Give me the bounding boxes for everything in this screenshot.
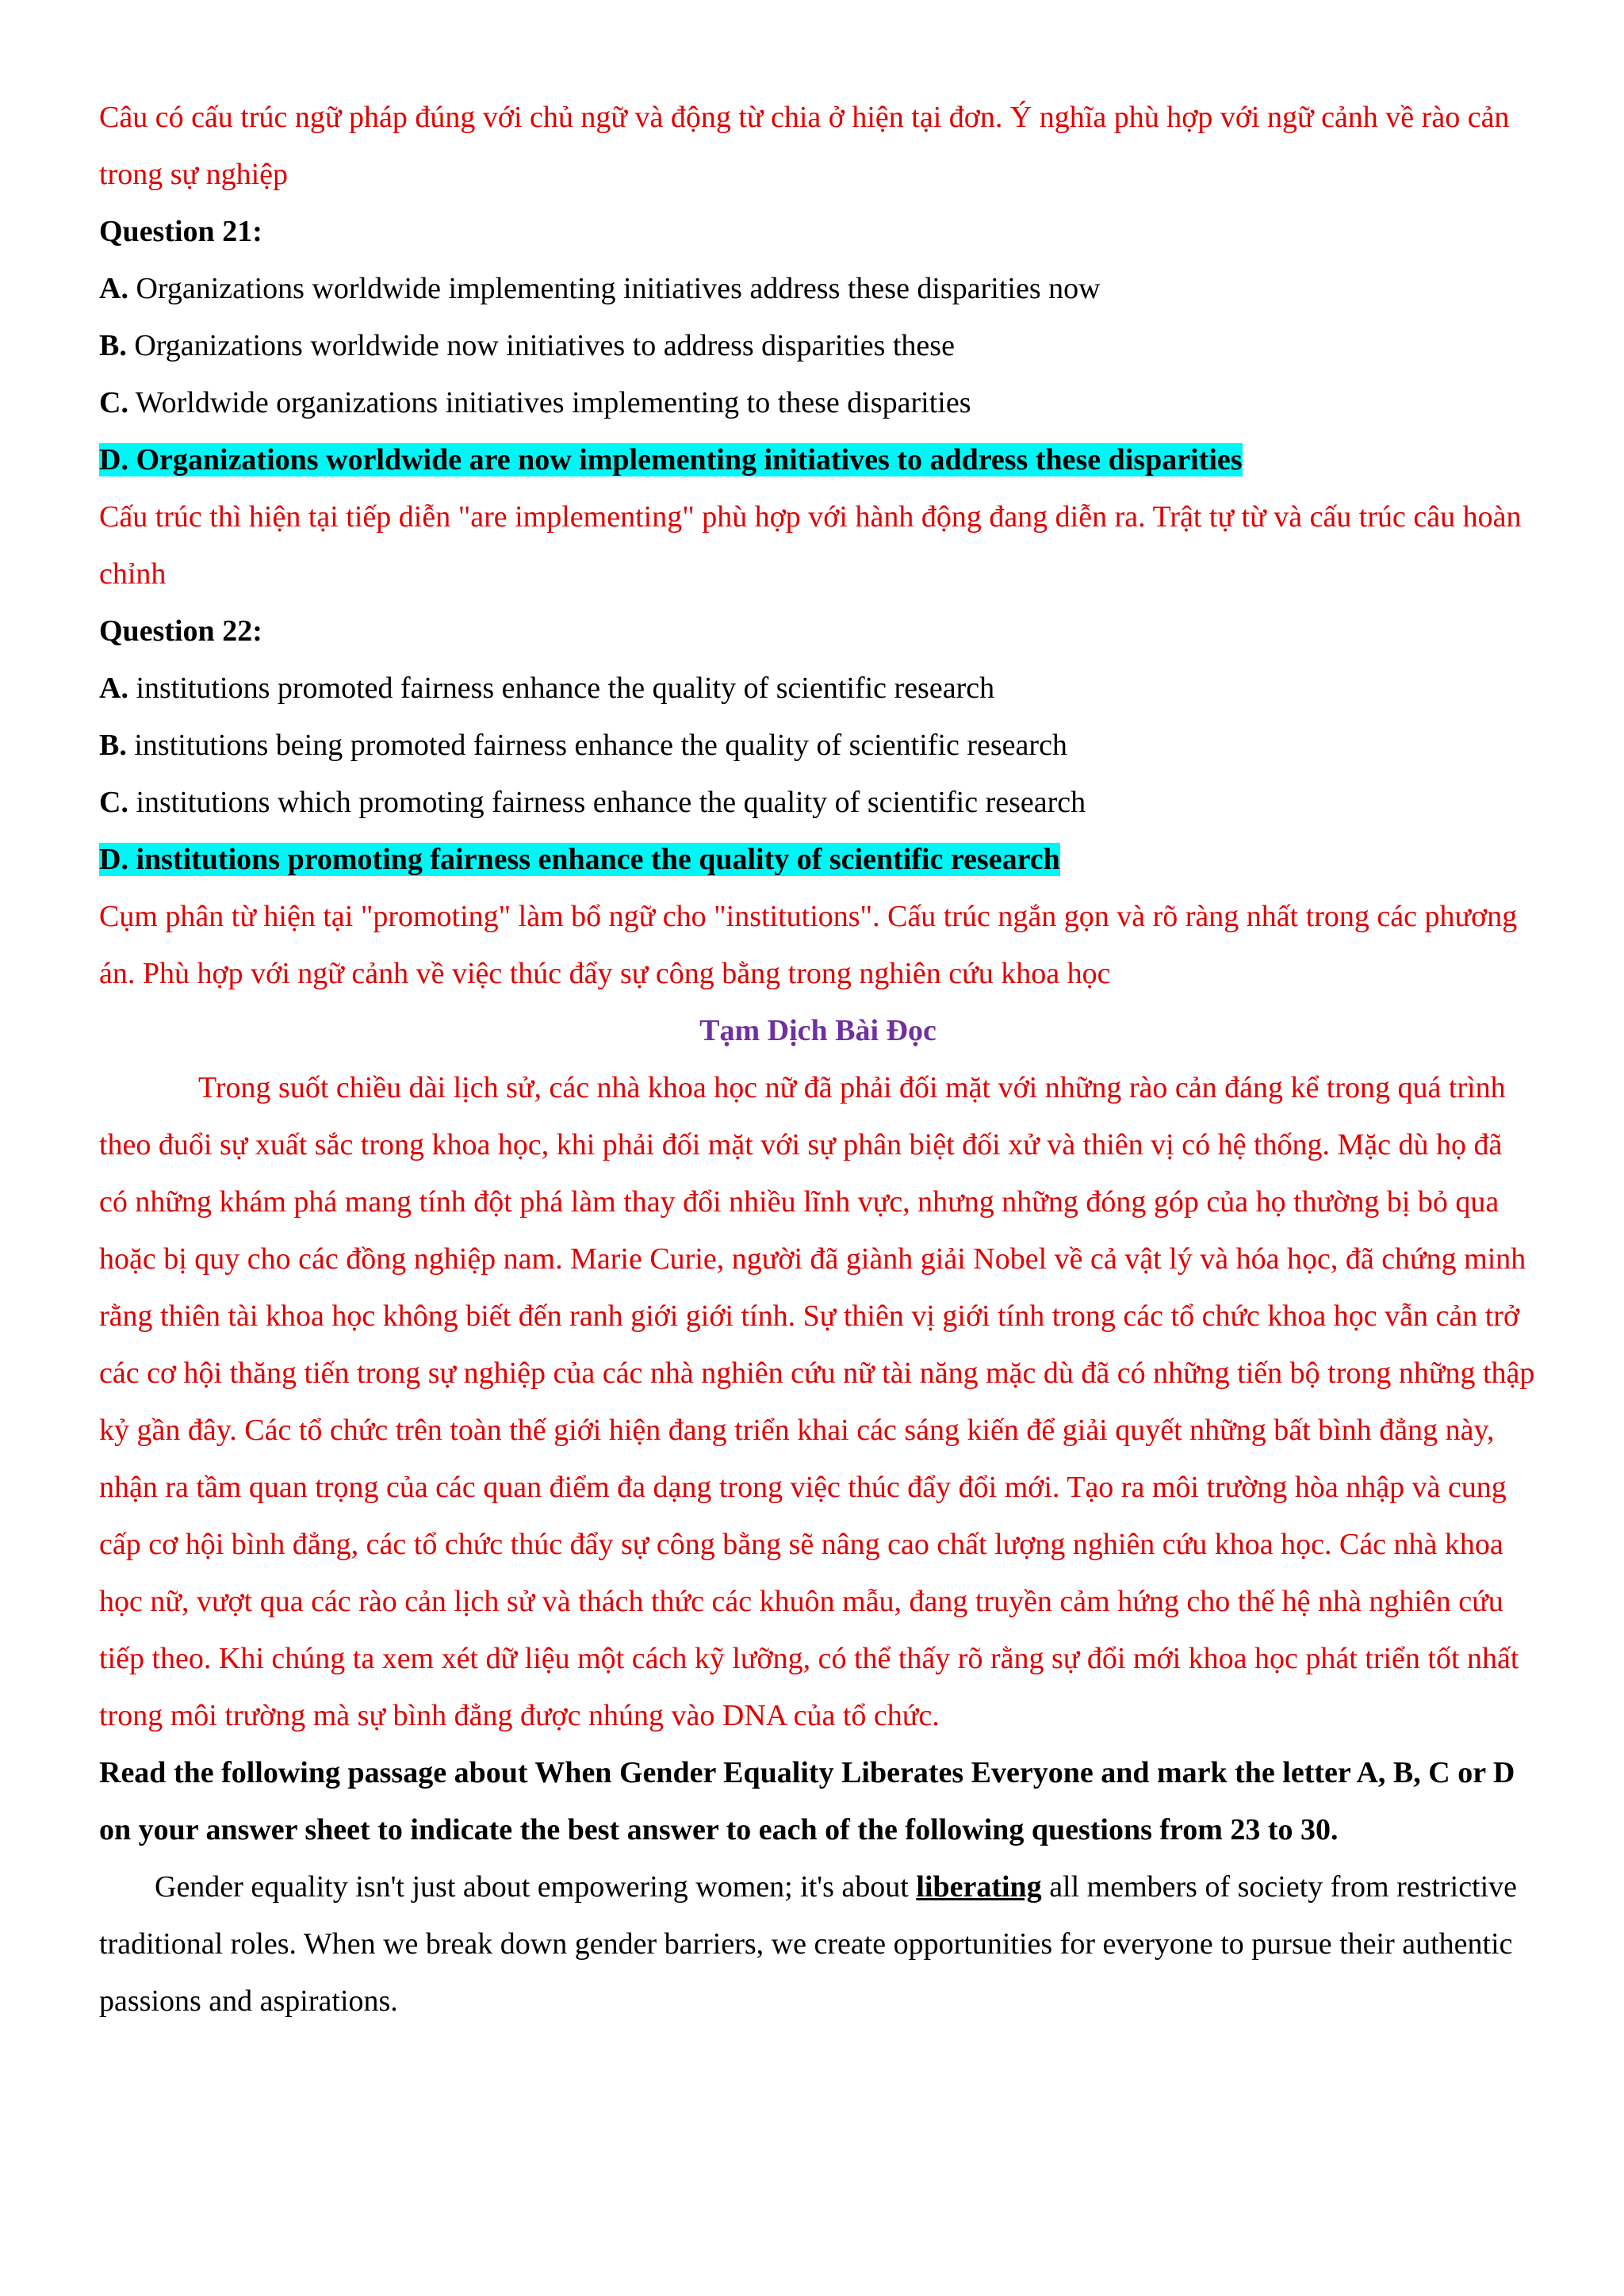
option-text: Worldwide organizations initiatives implementing to these disparities: [135, 386, 971, 419]
highlighted-answer: [99, 843, 1060, 876]
option-text: institutions being promoted fairness enhance the quality of scientific research: [134, 729, 1067, 762]
option-letter: C.: [99, 386, 128, 419]
option-letter: A.: [99, 272, 128, 305]
option-letter: D.: [99, 443, 128, 476]
q21-explanation: Cấu trúc thì hiện tại tiếp diễn "are implementing" phù hợp với hành động đang diễn ra. Trật tự từ và cấu trúc câu hoàn chỉnh: [99, 500, 1522, 591]
option-text: Organizations worldwide now initiatives to address disparities these: [134, 329, 955, 362]
q22-explanation: Cụm phân từ hiện tại "promoting" làm bổ ngữ cho "institutions". Cấu trúc ngắn gọn và rõ ràng nhất trong các phương án. Phù hợp với ngữ cảnh về việc thúc đẩy sự công bằng trong nghiên cứu khoa học: [99, 900, 1518, 990]
q22-heading: Question 22:: [99, 614, 262, 648]
passage-text-before: Gender equality isn't just about empowering women; it's about: [155, 1870, 917, 1904]
q21-option-c: [99, 374, 1537, 431]
option-text: Organizations worldwide are now implementing initiatives to address these disparities: [136, 443, 1243, 476]
q21-heading: Question 21:: [99, 215, 262, 248]
option-letter: D.: [99, 843, 128, 876]
option-text: institutions which promoting fairness enhance the quality of scientific research: [136, 786, 1086, 819]
q22-option-c: [99, 774, 1537, 831]
option-text: institutions promoted fairness enhance the quality of scientific research: [136, 672, 995, 705]
passage-paragraph: [99, 1858, 1537, 2030]
option-letter: C.: [99, 786, 128, 819]
q21-option-a: [99, 260, 1537, 317]
q21-option-d-correct: [99, 431, 1537, 488]
q20-explanation: Câu có cấu trúc ngữ pháp đúng với chủ ngữ và động từ chia ở hiện tại đơn. Ý nghĩa phù hợp với ngữ cảnh về rào cản trong sự nghiệp: [99, 101, 1510, 191]
q22-option-b: [99, 717, 1537, 774]
highlighted-answer: [99, 443, 1243, 476]
option-text: Organizations worldwide implementing initiatives address these disparities now: [136, 272, 1101, 305]
option-letter: B.: [99, 329, 127, 362]
option-letter: A.: [99, 672, 128, 705]
q21-option-b: [99, 317, 1537, 374]
translation-title: Tạm Dịch Bài Đọc: [699, 1014, 936, 1047]
passage-instruction: Read the following passage about When Gender Equality Liberates Everyone and mark the letter A, B, C or D on your answer sheet to indicate the best answer to each of the following questions from 23 to 30.: [99, 1756, 1515, 1846]
option-text: institutions promoting fairness enhance the quality of scientific research: [136, 843, 1060, 876]
passage-text-after: all members of society from restrictive traditional roles. When we break down gender barriers, we create opportunities for everyone to pursue their authentic passions and aspirations.: [99, 1870, 1518, 2018]
option-letter: B.: [99, 729, 127, 762]
passage-key-word: liberating: [916, 1870, 1042, 1904]
translation-paragraph: Trong suốt chiều dài lịch sử, các nhà khoa học nữ đã phải đối mặt với những rào cản đáng kể trong quá trình theo đuổi sự xuất sắc trong khoa học, khi phải đối mặt với sự phân biệt đối xử và thiên vị có hệ thống. Mặc dù họ đã có những khám phá mang tính đột phá làm thay đổi nhiều lĩnh vực, nhưng những đóng góp của họ thường bị bỏ qua hoặc bị quy cho các đồng nghiệp nam. Marie Curie, người đã giành giải Nobel về cả vật lý và hóa học, đã chứng minh rằng thiên tài khoa học không biết đến ranh giới giới tính. Sự thiên vị giới tính trong các tổ chức khoa học vẫn cản trở các cơ hội thăng tiến trong sự nghiệp của các nhà nghiên cứu nữ tài năng mặc dù đã có những tiến bộ trong những thập kỷ gần đây. Các tổ chức trên toàn thế giới hiện đang triển khai các sáng kiến để giải quyết những bất bình đẳng này, nhận ra tầm quan trọng của các quan điểm đa dạng trong việc thúc đẩy đổi mới. Tạo ra môi trường hòa nhập và cung cấp cơ hội bình đẳng, các tổ chức thúc đẩy sự công bằng sẽ nâng cao chất lượng nghiên cứu khoa học. Các nhà khoa học nữ, vượt qua các rào cản lịch sử và thách thức các khuôn mẫu, đang truyền cảm hứng cho thế hệ nhà nghiên cứu tiếp theo. Khi chúng ta xem xét dữ liệu một cách kỹ lưỡng, có thể thấy rõ rằng sự đổi mới khoa học phát triển tốt nhất trong môi trường mà sự bình đẳng được nhúng vào DNA của tổ chức.: [99, 1071, 1535, 1732]
q22-option-d-correct: [99, 831, 1537, 888]
q22-option-a: [99, 660, 1537, 717]
